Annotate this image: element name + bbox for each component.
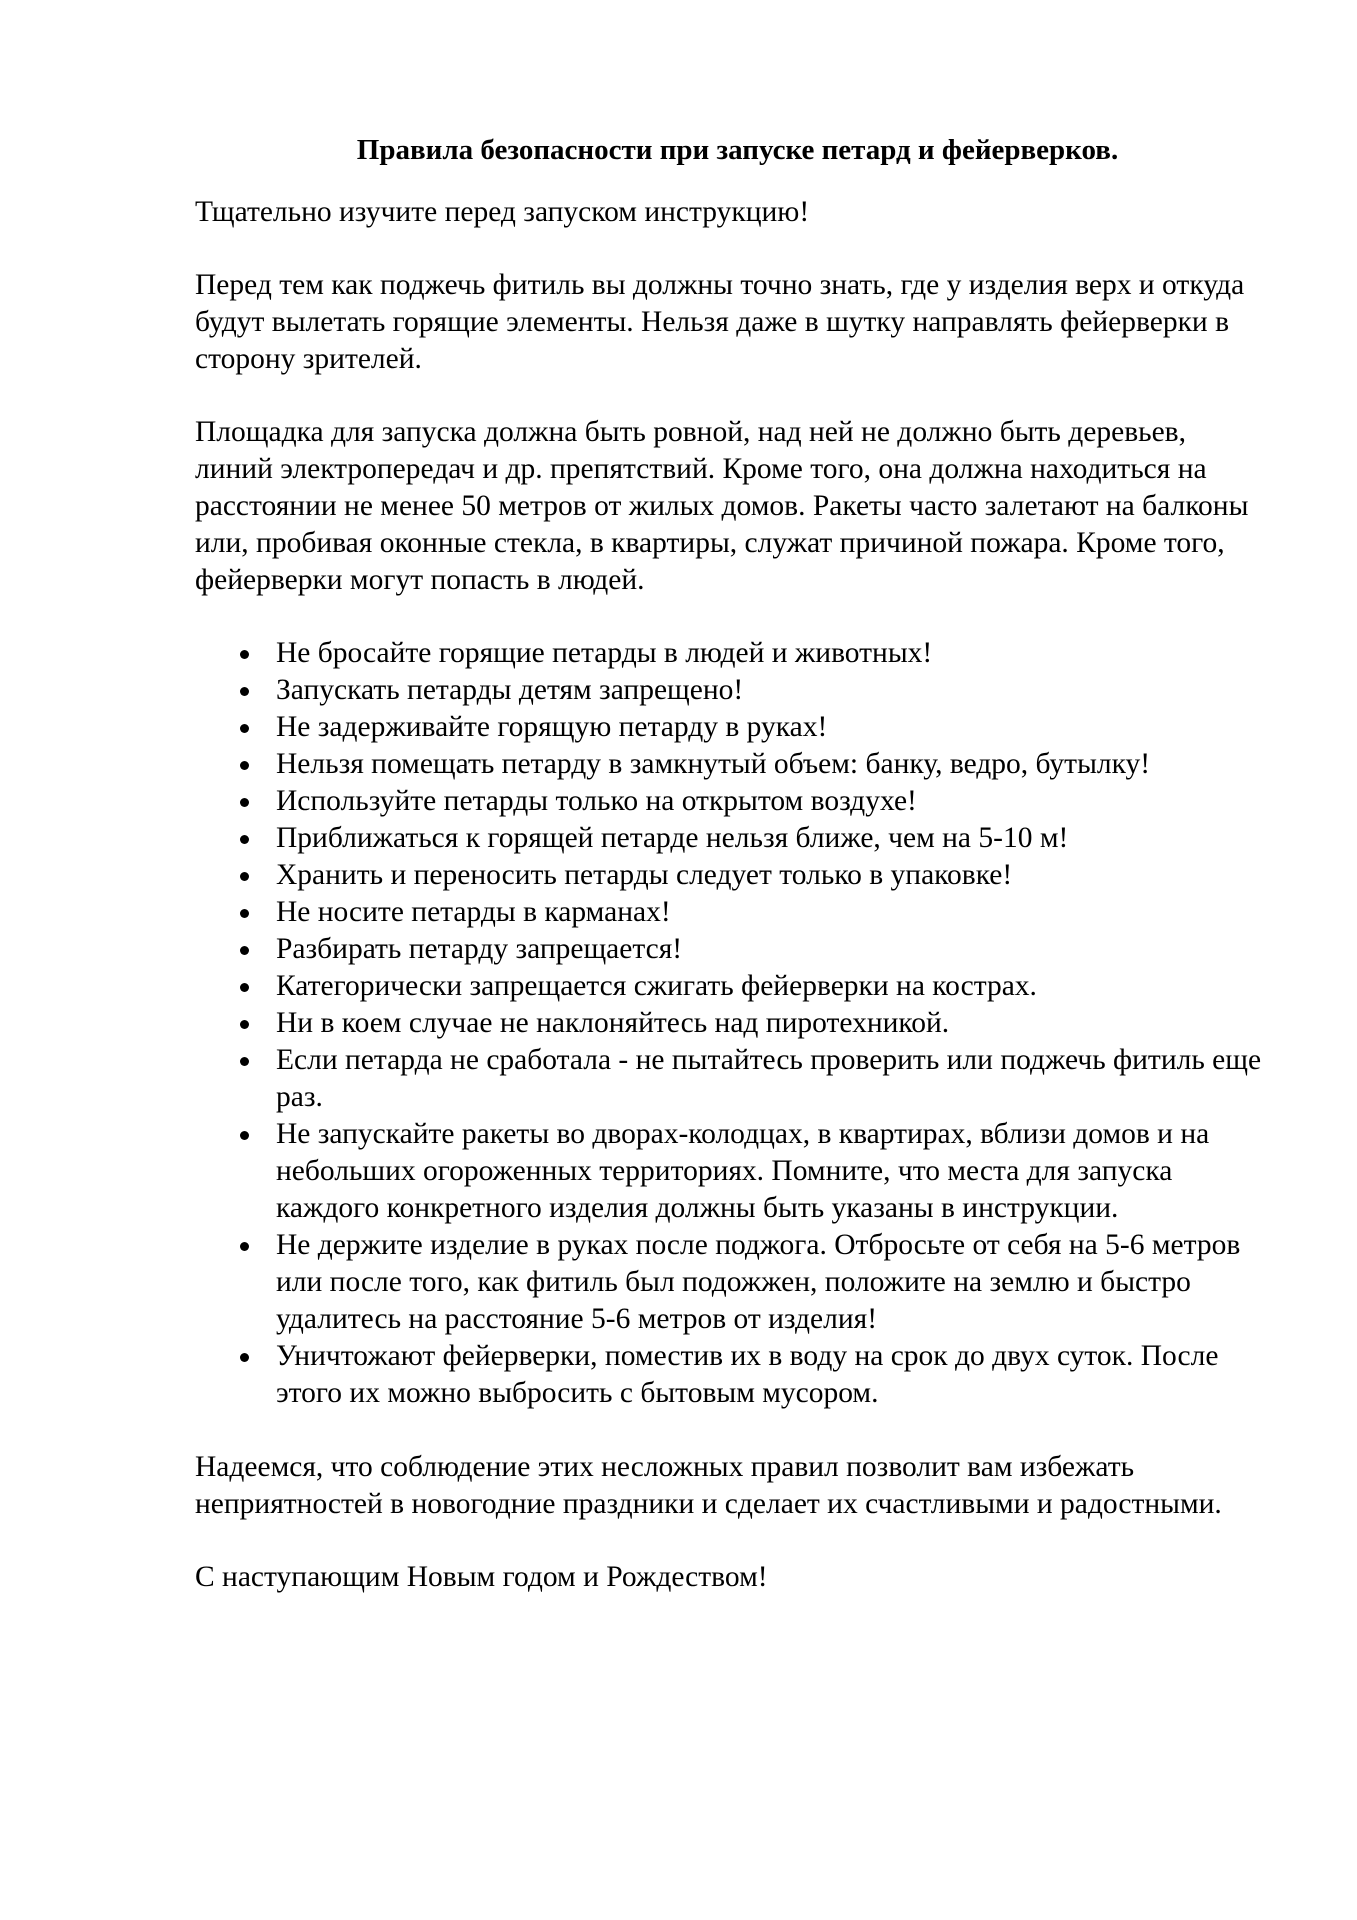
intro-paragraph: Тщательно изучите перед запуском инструкцию! [195, 196, 810, 228]
closing-paragraph: Надеемся, что соблюдение этих несложных правил позволит вам избежать неприятностей в новогодние праздники и сделает их счастливыми и радостными. [195, 1451, 1222, 1520]
rule-list-item [195, 1042, 1270, 1116]
rule-list-item [195, 894, 1270, 931]
rule-text: Если петарда не сработала - не пытайтесь проверить или поджечь фитиль еще раз. [276, 1044, 1262, 1113]
launch-site-paragraph: Площадка для запуска должна быть ровной, над ней не должно быть деревьев, линий электропередач и др. препятствий. Кроме того, она должна находиться на расстоянии не менее 50 метров от жилых домов. Ракеты часто залетают на балконы или, пробивая оконные стекла, в квартиры, служат причиной пожара. Кроме того, фейерверки могут попасть в людей. [195, 416, 1249, 596]
bullet-icon [240, 724, 249, 733]
rule-text: Запускать петарды детям запрещено! [276, 674, 744, 706]
rule-text: Нельзя помещать петарду в замкнутый объем: банку, ведро, бутылку! [276, 748, 1151, 780]
rule-text: Ни в коем случае не наклоняйтесь над пиротехникой. [276, 1007, 950, 1039]
rule-text: Используйте петарды только на открытом воздухе! [276, 785, 917, 817]
orientation-paragraph: Перед тем как поджечь фитиль вы должны точно знать, где у изделия верх и откуда будут вылетать горящие элементы. Нельзя даже в шутку направлять фейерверки в сторону зрителей. [195, 269, 1245, 375]
bullet-icon [240, 983, 249, 992]
rule-text: Не задерживайте горящую петарду в руках! [276, 711, 828, 743]
safety-rules-list [195, 635, 1270, 1412]
document-body [195, 132, 1270, 1632]
rule-text: Не бросайте горящие петарды в людей и животных! [276, 637, 933, 669]
rule-list-item [195, 1005, 1270, 1042]
bullet-icon [240, 1353, 249, 1362]
bullet-icon [240, 1242, 249, 1251]
rule-text: Хранить и переносить петарды следует только в упаковке! [276, 859, 1013, 891]
bullet-icon [240, 909, 249, 918]
rule-text: Не держите изделие в руках после поджога. Отбросьте от себя на 5-6 метров или после того, как фитиль был подожжен, положите на землю и быстро удалитесь на расстояние 5-6 метров от изделия! [276, 1229, 1241, 1335]
rule-list-item [195, 968, 1270, 1005]
bullet-icon [240, 650, 249, 659]
rule-list-item [195, 1227, 1270, 1338]
bullet-icon [240, 798, 249, 807]
bullet-icon [240, 1131, 249, 1140]
rule-text: Разбирать петарду запрещается! [276, 933, 683, 965]
bullet-icon [240, 835, 249, 844]
rule-list-item [195, 820, 1270, 857]
rule-list-item [195, 635, 1270, 672]
rule-text: Уничтожают фейерверки, поместив их в воду на срок до двух суток. После этого их можно выбросить с бытовым мусором. [276, 1340, 1219, 1409]
bullet-icon [240, 1057, 249, 1066]
bullet-icon [240, 946, 249, 955]
rule-list-item [195, 672, 1270, 709]
rule-list-item [195, 1338, 1270, 1412]
rule-list-item [195, 857, 1270, 894]
rule-text: Категорически запрещается сжигать фейерверки на кострах. [276, 970, 1037, 1002]
rule-text: Не носите петарды в карманах! [276, 896, 671, 928]
rule-list-item [195, 931, 1270, 968]
rule-list-item [195, 1116, 1270, 1227]
bullet-icon [240, 872, 249, 881]
document-title: Правила безопасности при запуске петард и фейерверков. [356, 134, 1119, 166]
rule-list-item [195, 709, 1270, 746]
rule-list-item [195, 783, 1270, 820]
rule-text: Приближаться к горящей петарде нельзя ближе, чем на 5-10 м! [276, 822, 1069, 854]
bullet-icon [240, 687, 249, 696]
bullet-icon [240, 761, 249, 770]
rule-list-item [195, 746, 1270, 783]
greeting-paragraph: С наступающим Новым годом и Рождеством! [195, 1561, 768, 1593]
bullet-icon [240, 1020, 249, 1029]
rule-text: Не запускайте ракеты во дворах-колодцах, в квартирах, вблизи домов и на небольших огороженных территориях. Помните, что места для запуска каждого конкретного изделия должны быть указаны в инструкции. [276, 1118, 1210, 1224]
